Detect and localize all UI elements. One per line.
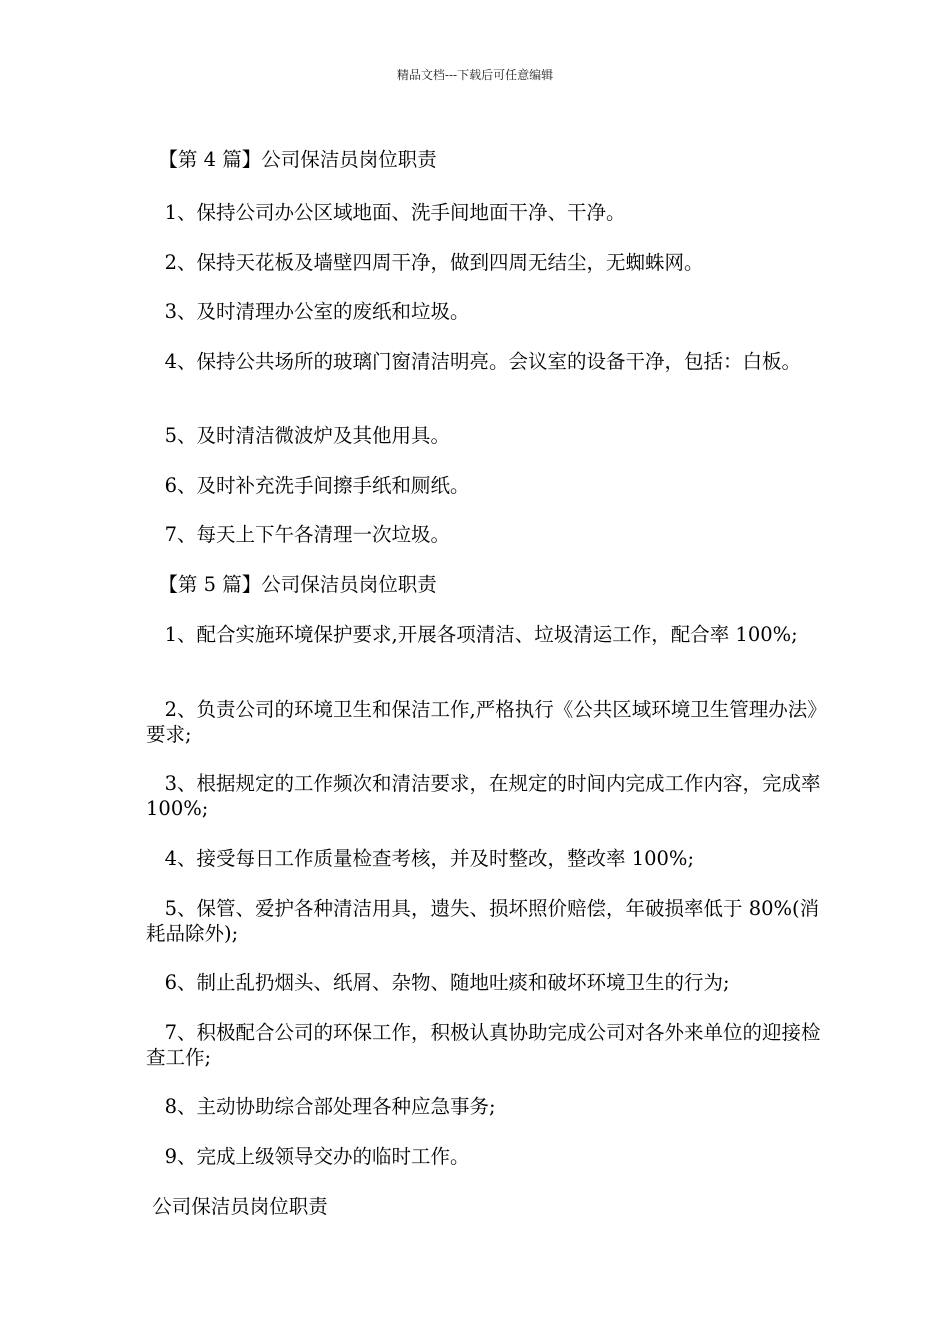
list-item: 2、保持天花板及墙壁四周干净，做到四周无结尘，无蜘蛛网。 xyxy=(146,251,704,274)
list-item: 1、配合实施环境保护要求,开展各项清洁、垃圾清运工作，配合率 100%; xyxy=(146,623,798,646)
list-item: 8、主动协助综合部处理各种应急事务; xyxy=(146,1095,496,1118)
list-item: 7、每天上下午各清理一次垃圾。 xyxy=(146,523,451,546)
list-item: 7、积极配合公司的环保工作，积极认真协助完成公司对各外来单位的迎接检查工作; xyxy=(146,1021,821,1069)
list-item: 1、保持公司办公区域地面、洗手间地面干净、干净。 xyxy=(146,201,626,224)
list-item: 5、及时清洁微波炉及其他用具。 xyxy=(146,424,451,447)
list-item: 4、保持公共场所的玻璃门窗清洁明亮。会议室的设备干净，包括：白板。 xyxy=(146,350,802,373)
list-item: 5、保管、爱护各种清洁用具，遗失、损坏照价赔偿，年破损率低于 80%(消耗品除外); xyxy=(146,897,820,945)
section-heading-4: 【第 4 篇】公司保洁员岗位职责 xyxy=(146,148,437,171)
page-header: 精品文档---下载后可任意编辑 xyxy=(396,68,554,82)
list-item: 9、完成上级领导交办的临时工作。 xyxy=(146,1145,470,1168)
section-heading-5: 【第 5 篇】公司保洁员岗位职责 xyxy=(146,573,437,596)
list-item: 6、制止乱扔烟头、纸屑、杂物、随地吐痰和破坏环境卫生的行为; xyxy=(146,971,730,994)
list-item: 2、负责公司的环境卫生和保洁工作,严格执行《公共区域环境卫生管理办法》要求; xyxy=(146,698,817,746)
list-item: 4、接受每日工作质量检查考核，并及时整改，整改率 100%; xyxy=(146,847,695,870)
list-item: 3、及时清理办公室的废纸和垃圾。 xyxy=(146,300,470,323)
list-item: 6、及时补充洗手间擦手纸和厕纸。 xyxy=(146,474,470,497)
section-heading-tail: 公司保洁员岗位职责 xyxy=(146,1195,328,1218)
list-item: 3、根据规定的工作频次和清洁要求，在规定的时间内完成工作内容，完成率 100%; xyxy=(146,772,827,820)
